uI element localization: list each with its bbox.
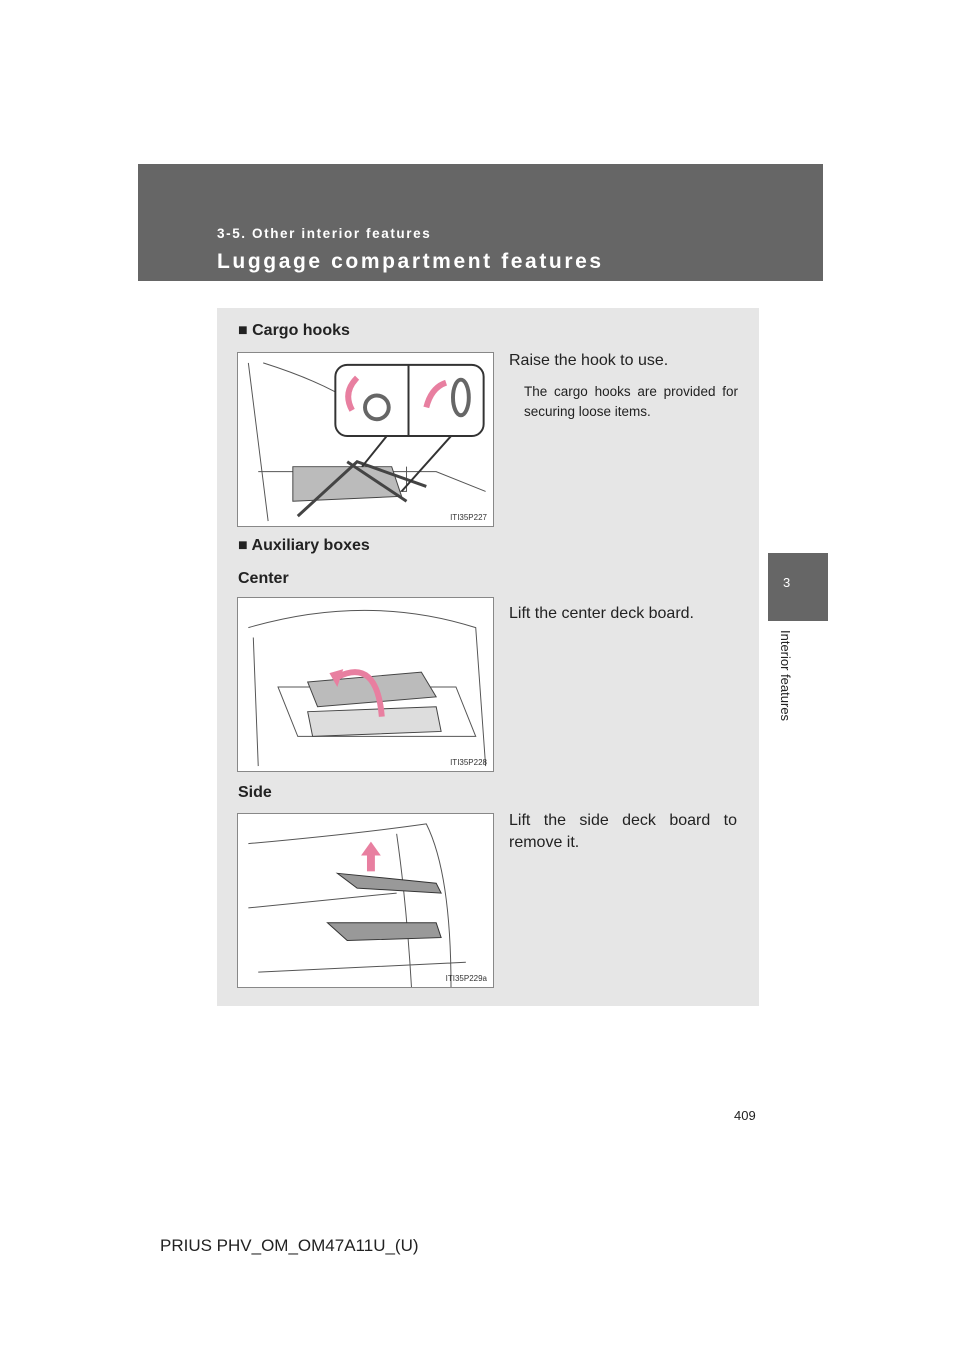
footer-document-code: PRIUS PHV_OM_OM47A11U_(U): [160, 1236, 419, 1255]
section-label: 3-5. Other interior features: [217, 226, 432, 241]
page-number: 409: [734, 1108, 756, 1123]
chapter-tab: [768, 553, 828, 621]
chapter-label: Interior features: [778, 630, 793, 722]
cargo-hooks-illustration: [238, 353, 493, 526]
side-label: Side: [238, 784, 272, 801]
cargo-hooks-note: The cargo hooks are provided for securing loose items.: [524, 384, 738, 419]
side-instruction: Lift the side deck board to remove it.: [509, 812, 737, 851]
figure-code: ITI35P229a: [445, 974, 487, 983]
center-box-figure: [237, 597, 494, 772]
cargo-hooks-figure: [237, 352, 494, 527]
figure-code: ITI35P227: [450, 513, 487, 522]
side-box-figure: [237, 813, 494, 988]
page-title: Luggage compartment features: [217, 250, 604, 273]
figure-code: ITI35P228: [450, 758, 487, 767]
center-box-illustration: [238, 598, 493, 771]
side-box-illustration: [238, 814, 493, 987]
center-label: Center: [238, 570, 289, 587]
chapter-number: 3: [783, 575, 791, 590]
cargo-hooks-heading: ■ Cargo hooks: [238, 322, 350, 339]
auxiliary-boxes-heading: ■ Auxiliary boxes: [238, 537, 370, 554]
center-instruction: Lift the center deck board.: [509, 605, 694, 622]
cargo-hooks-instruction: Raise the hook to use.: [509, 352, 669, 369]
